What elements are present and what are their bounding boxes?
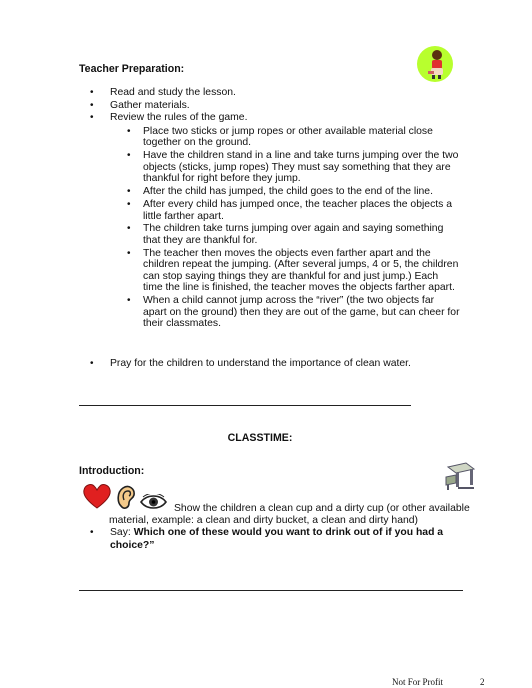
list-item	[80, 527, 460, 552]
school-desk-icon	[444, 461, 478, 491]
teacher-praying-icon	[415, 44, 455, 84]
teacher-preparation-heading: Teacher Preparation:	[79, 63, 185, 75]
say-prefix: Say:	[110, 527, 134, 538]
list-item: • After every child has jumped once, the teacher places the objects a little farther apart.	[110, 199, 460, 222]
divider	[79, 590, 463, 591]
list-item: • The teacher then moves the objects even farther apart and the children repeat the jumping. (After several jumps, 4 or 5, the children can stop saying things they are thankful for and just jump.) Each time the line is finished, the teacher moves the objects farther apart.	[110, 248, 460, 294]
game-rules-list	[110, 126, 460, 330]
page-number: 2	[480, 677, 485, 687]
heart-icon	[82, 482, 112, 510]
list-item: • Gather materials.	[80, 100, 460, 113]
preparation-list	[80, 87, 460, 331]
introduction-heading: Introduction:	[79, 465, 145, 477]
list-item: • The children take turns jumping over again and saying something that they are thankful for.	[110, 223, 460, 246]
footer-label: Not For Profit	[392, 677, 444, 687]
list-item: • When a child cannot jump across the “river” (the two objects far apart on the ground) then they are out of the game, but can cheer for their classmates.	[110, 295, 460, 330]
list-item	[80, 112, 460, 330]
classtime-title: CLASSTIME:	[227, 432, 293, 444]
list-item: • Have the children stand in a line and take turns jumping over the two objects (sticks, jump ropes) They must say something that they are thankful for right before they jump.	[110, 150, 460, 185]
list-item: • Pray for the children to understand the importance of clean water.	[80, 358, 460, 371]
say-list	[80, 527, 460, 552]
say-question: Which one of these would you want to drink out of if you had a choice?”	[110, 527, 444, 551]
list-item-label: Review the rules of the game.	[110, 112, 248, 124]
introduction-text: Show the children a clean cup and a dirty cup (or other available material, example: a clean and dirty bucket, a clean and dirty hand)	[109, 503, 470, 527]
pray-list	[80, 358, 460, 371]
list-item: • After the child has jumped, the child goes to the end of the line.	[110, 186, 460, 198]
divider	[79, 405, 411, 406]
list-item: • Read and study the lesson.	[80, 87, 460, 100]
list-item: • Place two sticks or jump ropes or other available material close together on the ground.	[110, 126, 460, 149]
